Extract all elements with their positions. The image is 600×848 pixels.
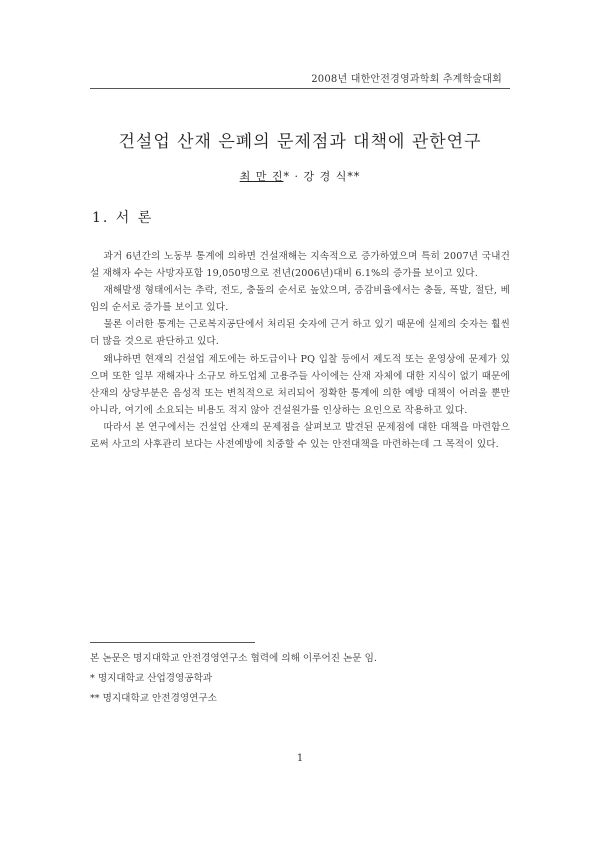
introduction-body (90, 248, 510, 453)
header-divider (90, 88, 510, 89)
author-1-name: 최 만 진 (239, 170, 284, 183)
author-2-name: 강 경 식 (303, 170, 348, 183)
footnote-divider (90, 642, 255, 643)
conference-header: 2008년 대한안전경영과학회 추계학술대회 (311, 74, 502, 85)
section-heading-introduction: 1. 서 론 (92, 210, 154, 226)
paper-title: 건설업 산재 은폐의 문제점과 대책에 관한연구 (118, 132, 482, 152)
author-separator: · (290, 170, 304, 183)
paragraph: 물론 이러한 통계는 근로복지공단에서 처리된 숫자에 근거 하고 있기 때문에 실제의 숫자는 훨씬 더 많을 것으로 판단하고 있다. (90, 319, 510, 348)
author-line (0, 168, 600, 184)
author-1-affiliation-mark: * (283, 170, 290, 183)
paragraph: 왜냐하면 현재의 건설업 제도에는 하도급이나 PQ 입찰 등에서 제도적 또는 운영상에 문제가 있으며 또한 일부 재해자나 소규모 하도업체 고용주들 사이에는 산재 자체에 대한 지식이 없기 때문에 산재의 상당부분은 음성적 또는 변칙적으로 처리되어 정확한 통계에 의한 예방 대책이 어려울 뿐만 아니라, 여기에 소요되는 비용도 적지 않아 건설원가를 인상하는 요인으로 작용하고 있다. (90, 353, 510, 416)
author-2-affiliation-mark: ** (347, 170, 361, 183)
footnotes (90, 650, 510, 710)
paragraph: 과거 6년간의 노동부 통계에 의하면 건설재해는 지속적으로 증가하였으며 특히 2007년 국내건설 재해자 수는 사망자포함 19,050명으로 전년(2006년)대비 6.1%의 증가를 보이고 있다. (90, 251, 510, 280)
footnote-funding: 본 논문은 명지대학교 안전경영연구소 협력에 의해 이루어진 논문 임. (90, 653, 377, 664)
page-number: 1 (296, 753, 304, 764)
footnote-affiliation-2: ** 명지대학교 안전경영연구소 (90, 693, 217, 704)
paragraph: 재해발생 형태에서는 추락, 전도, 충돌의 순서로 높았으며, 증감비율에서는 충돌, 폭발, 절단, 베임의 순서로 증가를 보이고 있다. (90, 285, 510, 314)
footnote-affiliation-1: * 명지대학교 산업경영공학과 (90, 673, 213, 684)
paragraph: 따라서 본 연구에서는 건설업 산재의 문제점을 살펴보고 발견된 문제점에 대한 대책을 마련함으로써 사고의 사후관리 보다는 사전예방에 치중할 수 있는 안전대책을 마련하는데 그 목적이 있다. (90, 421, 510, 451)
